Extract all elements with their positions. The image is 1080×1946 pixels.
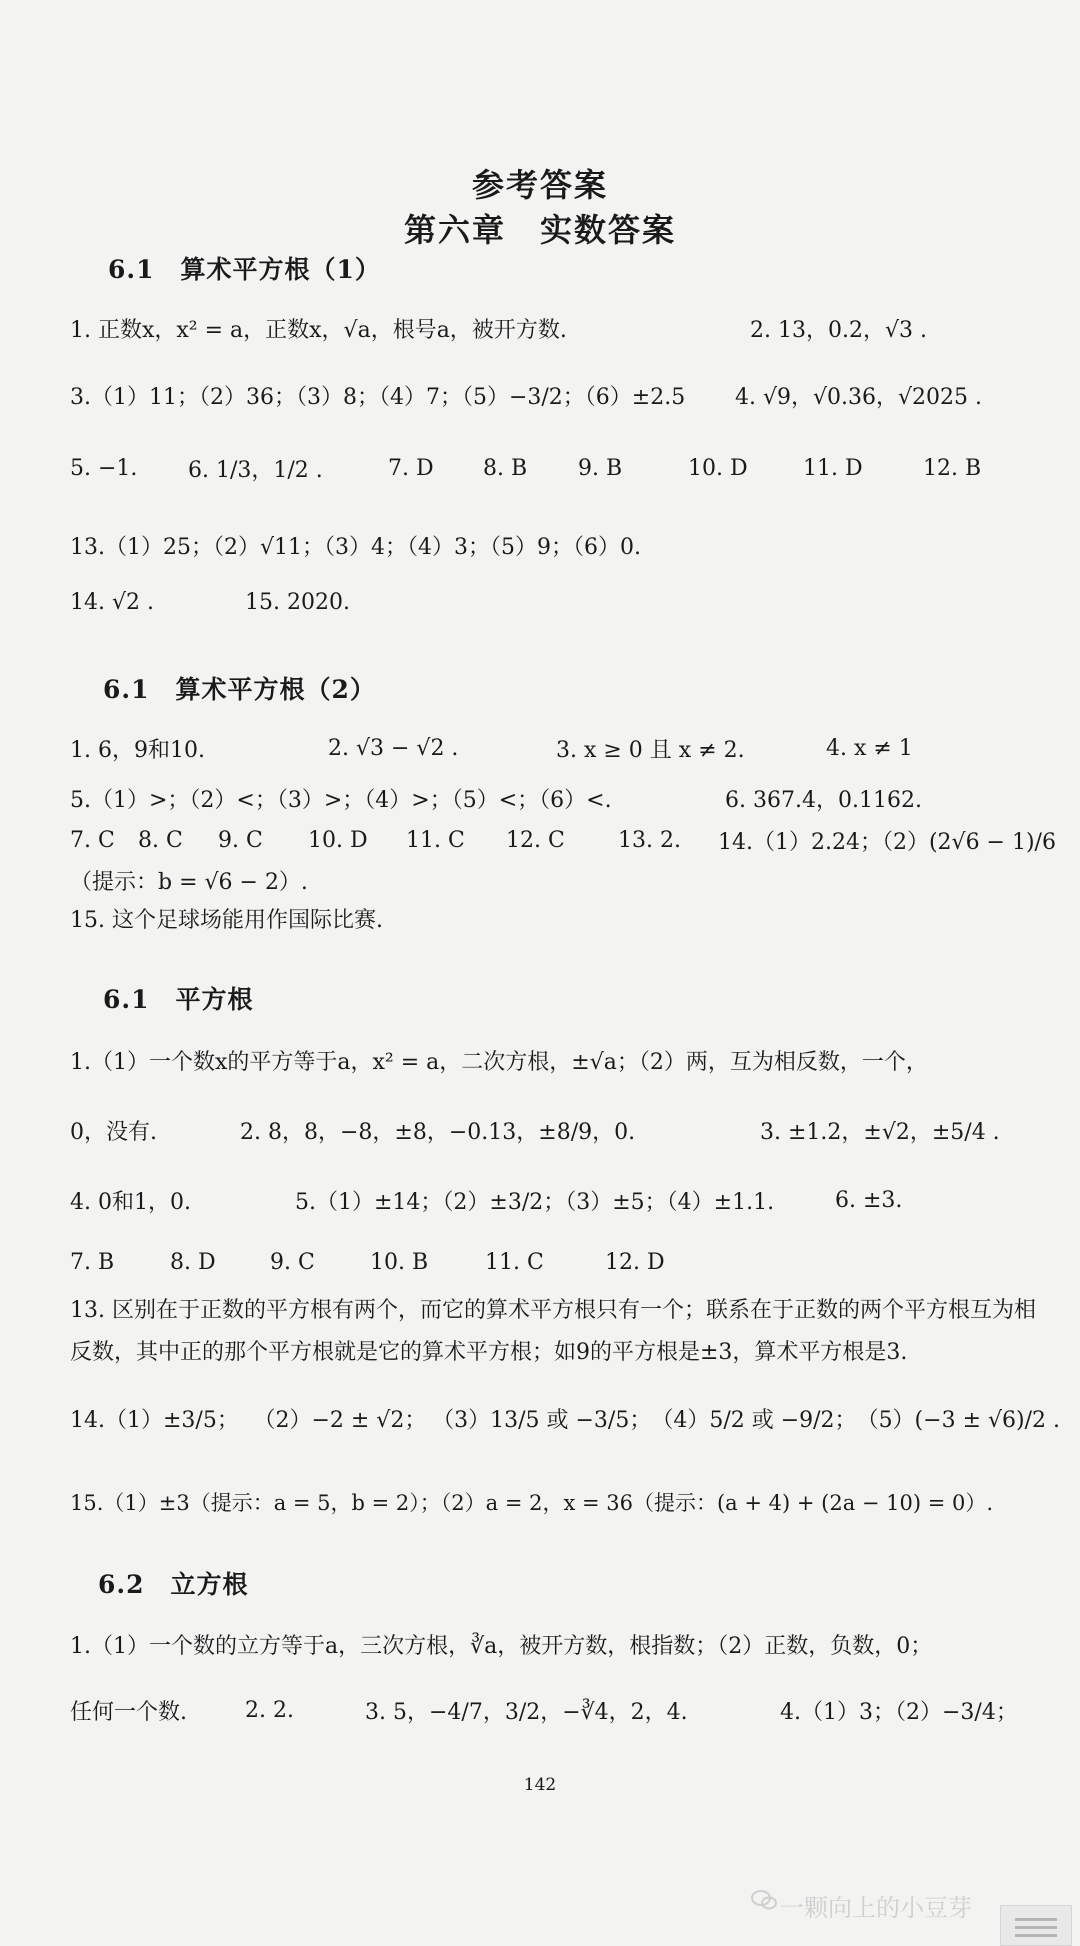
answer-item: （4）5/2 或 −9/2； <box>651 1407 857 1433</box>
answer-item: 7. B <box>70 1249 115 1275</box>
answer-item: 5. −1. <box>70 455 138 481</box>
answer-item: 12. C <box>506 827 565 853</box>
answer-item: 2. √3 − √2 . <box>328 735 459 761</box>
answer-item: 3. x ≥ 0 且 x ≠ 2. <box>556 737 745 763</box>
answer-line <box>70 1472 1060 1532</box>
answer-line <box>70 1232 1060 1292</box>
answer-line <box>70 1614 1060 1674</box>
wechat-icon <box>750 1888 778 1912</box>
answer-item: 2. 8，8，−8，±8，−0.13，±8/9，0. <box>240 1119 636 1145</box>
answer-item: 12. D <box>605 1249 665 1275</box>
answer-item: 15.（1）±3（提示：a = 5，b = 2）；（2）a = 2，x = 36（提示：(a + 4) + (2a − 10) = 0）. <box>70 1491 994 1515</box>
answer-item: 任何一个数. <box>70 1699 187 1725</box>
answer-item: 10. D <box>688 455 748 481</box>
page-title: 参考答案 <box>471 166 608 204</box>
answer-item: 11. C <box>485 1249 544 1275</box>
answer-item: 14. √2 . <box>70 589 154 615</box>
answer-line <box>70 1388 1060 1448</box>
answer-line <box>70 515 1060 575</box>
section-heading: 6.1 平方根 <box>103 985 254 1014</box>
answer-line <box>70 298 1060 358</box>
answer-item: 4.（1）3；（2）−3/4； <box>780 1699 1018 1725</box>
answer-line <box>70 888 1060 948</box>
answer-line <box>70 1030 1060 1090</box>
answer-item: 14.（1）2.24；（2）(2√6 − 1)/6 <box>718 829 1056 855</box>
answer-item: 2. 2. <box>245 1697 294 1723</box>
answer-item: 15. 2020. <box>245 589 350 615</box>
answer-item: 3.（1）11；（2）36；（3）8；（4）7；（5）−3/2；（6）±2.5 <box>70 384 686 410</box>
page-number: 142 <box>523 1775 557 1795</box>
answer-item: 1.（1）一个数x的平方等于a，x² = a，二次方根，±√a；（2）两，互为相反数，一个， <box>70 1049 928 1075</box>
answer-paragraph: 13. 区别在于正数的平方根有两个，而它的算术平方根只有一个；联系在于正数的两个平方根互为相反数，其中正的那个平方根就是它的算术平方根；如9的平方根是±3，算术平方根是3. <box>70 1298 1036 1365</box>
answer-item: 7. D <box>388 455 434 481</box>
answer-line <box>70 365 1060 425</box>
answer-item: 13. 2. <box>618 827 681 853</box>
answer-item: 8. D <box>170 1249 216 1275</box>
answer-item: 4. √9，√0.36，√2025 . <box>735 384 982 410</box>
answer-item: 5.（1）>；（2）<；（3）>；（4）>；（5）<；（6）<. <box>70 787 612 813</box>
section-heading: 6.1 算术平方根（2） <box>103 675 376 704</box>
answer-item: （提示：b = √6 − 2）. <box>70 869 308 895</box>
answer-item: 2. 13，0.2，√3 . <box>750 317 927 343</box>
answer-line <box>70 1170 1060 1230</box>
answer-line <box>70 1680 1060 1740</box>
answer-line <box>70 1100 1060 1160</box>
answer-item: 8. C <box>138 827 183 853</box>
answer-line <box>70 572 1060 632</box>
section-heading: 6.2 立方根 <box>98 1570 249 1599</box>
answer-item: 9. C <box>270 1249 315 1275</box>
answer-item: 9. B <box>578 455 623 481</box>
answer-item: 6. ±3. <box>835 1187 903 1213</box>
answer-item: 3. ±1.2，±√2，±5/4 . <box>760 1119 1000 1145</box>
watermark: 一颗向上的小豆芽 <box>780 1894 972 1922</box>
answer-item: 6. 1/3，1/2 . <box>188 457 323 483</box>
answer-item: 4. x ≠ 1 <box>826 735 913 761</box>
chapter-title: 第六章 实数答案 <box>403 211 676 249</box>
answer-item: （3）13/5 或 −3/5； <box>432 1407 652 1433</box>
answer-item: 6. 367.4，0.1162. <box>725 787 922 813</box>
answer-item: 11. C <box>406 827 465 853</box>
section-heading: 6.1 算术平方根（1） <box>108 255 381 284</box>
answer-item: 15. 这个足球场能用作国际比赛. <box>70 907 383 933</box>
answer-item: 0，没有. <box>70 1119 157 1145</box>
answer-item: 1. 6，9和10. <box>70 737 205 763</box>
answer-item: （5）(−3 ± √6)/2 . <box>856 1407 1060 1433</box>
answer-item: 11. D <box>803 455 863 481</box>
answer-item: 7. C <box>70 827 115 853</box>
answer-item: 10. B <box>370 1249 429 1275</box>
answer-item: 3. 5，−4/7，3/2，−∛4，2，4. <box>365 1699 688 1725</box>
answer-item: 12. B <box>923 455 982 481</box>
answer-item: 14.（1）±3/5； <box>70 1407 239 1433</box>
menu-icon[interactable] <box>1000 1905 1072 1946</box>
answer-item: 1.（1）一个数的立方等于a，三次方根，∛a，被开方数，根指数；（2）正数，负数，0； <box>70 1633 933 1659</box>
answer-item: 1. 正数x，x² = a，正数x，√a，根号a，被开方数. <box>70 317 567 343</box>
answer-line <box>70 438 1060 498</box>
answer-item: （2）−2 ± √2； <box>253 1407 427 1433</box>
answer-item: 4. 0和1，0. <box>70 1189 191 1215</box>
answer-item: 13.（1）25；（2）√11；（3）4；（4）3；（5）9；（6）0. <box>70 534 641 560</box>
answer-item: 9. C <box>218 827 263 853</box>
answer-item: 8. B <box>483 455 528 481</box>
answer-item: 10. D <box>308 827 368 853</box>
answer-item: 5.（1）±14；（2）±3/2；（3）±5；（4）±1.1. <box>295 1189 775 1215</box>
